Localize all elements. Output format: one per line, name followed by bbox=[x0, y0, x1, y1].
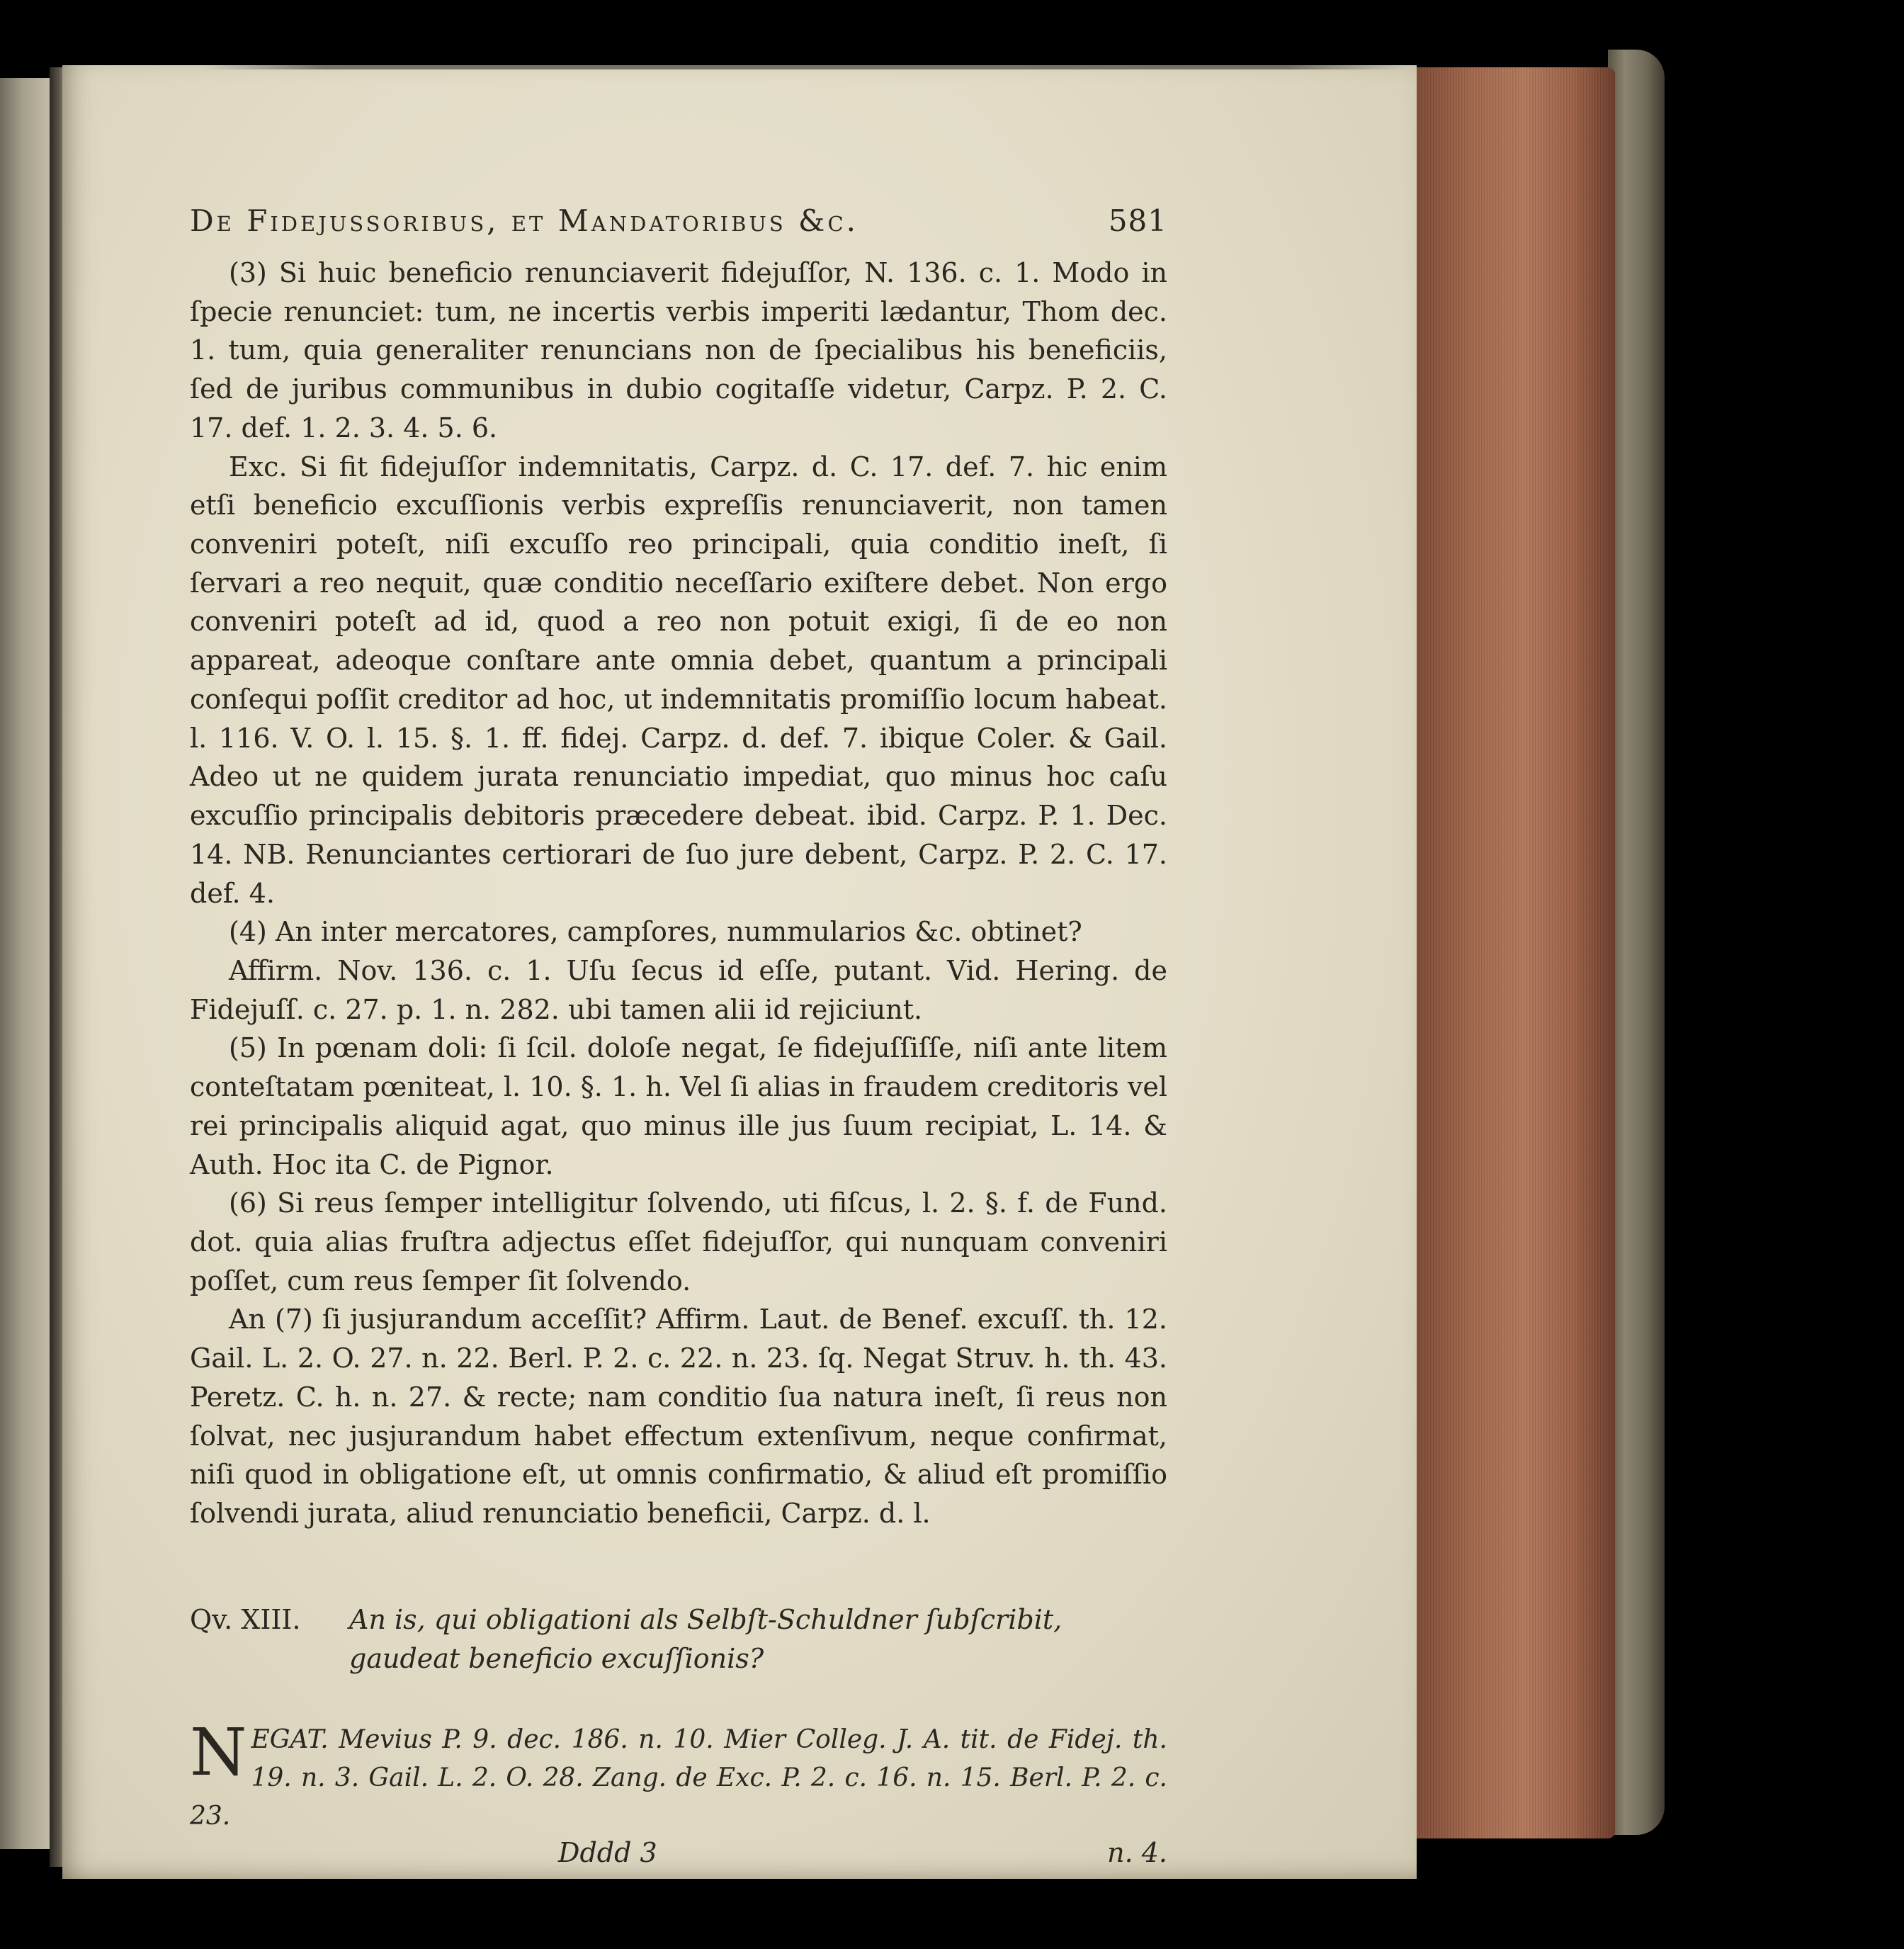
question-text: An is, qui obligationi als Selbſt-Schuldner ſubſcribit, gaudeat beneficio excuſſionis? bbox=[349, 1603, 1062, 1674]
text-block bbox=[190, 203, 1167, 1868]
running-title: De Fidejussoribus, et Mandatoribus &c. bbox=[190, 203, 858, 238]
facing-page-edge bbox=[0, 78, 57, 1849]
page-block-fore-edge bbox=[1413, 67, 1615, 1838]
question-heading bbox=[190, 1600, 1167, 1678]
paragraph: (3) Si huic beneficio renunciaverit fidejuſſor, N. 136. c. 1. Modo in ſpecie renunciet: tum, ne incertis verbis imperiti lædantur, Thom dec. 1. tum, quia generaliter renuncians non de ſpecialibus his beneficiis, ſed de juribus communibus in dubio cogitaſſe videtur, Carpz. P. 2. C. 17. def. 1. 2. 3. 4. 5. 6. bbox=[190, 257, 1167, 444]
paragraph: (4) An inter mercatores, campſores, nummularios &c. obtinet? bbox=[229, 916, 1082, 948]
paragraph: An (7) ſi jusjurandum acceſſit? Affirm. Laut. de Benef. excuſſ. th. 12. Gail. L. 2. O. 27. n. 22. Berl. P. 2. c. 22. n. 23. ſq. Negat Struv. h. th. 43. Peretz. C. h. n. 27. & recte; nam conditio ſua natura ineſt, ſi reus non ſolvat, nec jusjurandum habet effectum extenſivum, neque confirmat, niſi quod in obligatione eſt, ut omnis confirmatio, & aliud eſt promiſſio ſolvendi jurata, aliud renunciatio beneficii, Carpz. d. l. bbox=[190, 1304, 1167, 1529]
paragraph: Affirm. Nov. 136. c. 1. Uſu ſecus id eſſe, putant. Vid. Hering. de Fidejuſſ. c. 27. p. 1. n. 282. ubi tamen alii id rejiciunt. bbox=[190, 954, 1167, 1025]
running-header bbox=[190, 203, 1167, 238]
page-number: 581 bbox=[1108, 203, 1167, 238]
answer-text: EGAT. Mevius P. 9. dec. 186. n. 10. Mier Colleg. J. A. tit. de Fidej. th. 19. n. 3. Gail. L. 2. O. 28. Zang. de Exc. P. 2. c. 16. n. 15. Berl. P. 2. c. 23. bbox=[190, 1724, 1167, 1831]
answer-paragraph bbox=[190, 1714, 1167, 1836]
page-footer bbox=[190, 1837, 1167, 1868]
book-cover-edge bbox=[1608, 50, 1665, 1835]
paragraph: (5) In pœnam doli: ſi ſcil. doloſe negat, ſe fidejuſſiſſe, niſi ante litem conteſtatam pœniteat, l. 10. §. 1. h. Vel ſi alias in fraudem creditoris vel rei principalis aliquid agat, quo minus ille jus ſuum recipiat, L. 14. & Auth. Hoc ita C. de Pignor. bbox=[190, 1032, 1167, 1180]
signature-mark: Dddd 3 bbox=[558, 1836, 657, 1868]
body-text bbox=[190, 254, 1167, 1533]
catchword: n. 4. bbox=[1107, 1836, 1167, 1868]
paragraph: (6) Si reus ſemper intelligitur ſolvendo, uti fiſcus, l. 2. §. f. de Fund. dot. quia alias fruſtra adjectus eſſet fidejuſſor, qui nunquam conveniri poſſet, cum reus ſemper ſit ſolvendo. bbox=[190, 1187, 1167, 1296]
page-top-rule bbox=[204, 65, 1408, 69]
question-label: Qv. XIII. bbox=[190, 1603, 301, 1635]
paragraph: Exc. Si fit fidejuſſor indemnitatis, Carpz. d. C. 17. def. 7. hic enim etſi beneficio excuſſionis verbis expreſſis renunciaverit, non tamen conveniri poteſt, niſi excuſſo reo principali, quia conditio ineſt, ſi ſervari a reo nequit, quæ conditio neceſſario exiſtere debet. Non ergo conveniri poteſt ad id, quod a reo non potuit exigi, ſi de eo non appareat, adeoque conſtare ante omnia debet, quantum a principali conſequi poſſit creditor ad hoc, ut indemnitatis promiſſio locum habeat. l. 116. V. O. l. 15. §. 1. ff. fidej. Carpz. d. def. 7. ibique Coler. & Gail. Adeo ut ne quidem jurata renunciatio impediat, quo minus hoc caſu excuſſio principalis debitoris præcedere debeat. ibid. Carpz. P. 1. Dec. 14. NB. Renunciantes certiorari de ſuo jure debent, Carpz. P. 2. C. 17. def. 4. bbox=[190, 451, 1167, 909]
book-page bbox=[62, 65, 1417, 1879]
drop-cap: N bbox=[190, 1714, 247, 1790]
